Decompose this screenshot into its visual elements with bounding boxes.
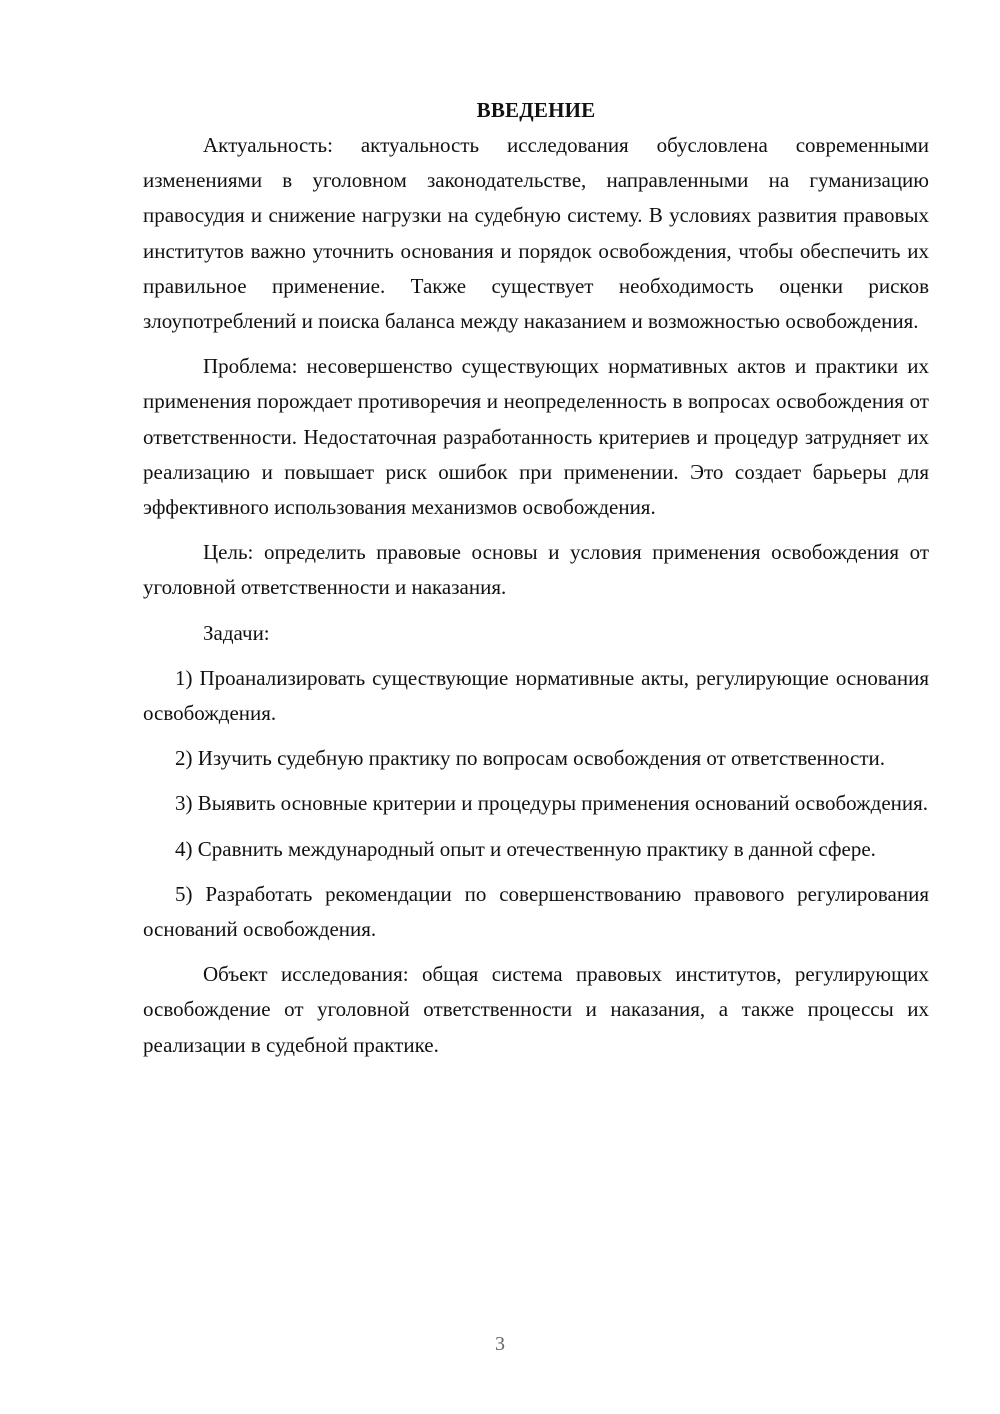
relevance-paragraph: Актуальность: актуальность исследования обусловлена современными изменениями в уголовном законодательстве, направленными на гуманизацию правосудия и снижение нагрузки на судебную систему. В условиях развития правовых институтов важно уточнить основания и порядок освобождения, чтобы обеспечить их правильное применение. Также существует необходимость оценки рисков злоупотреблений и поиска баланса между наказанием и возможностью освобождения. [143, 133, 929, 334]
list-item-task-2: 2) Изучить судебную практику по вопросам освобождения от ответственности. [175, 746, 886, 771]
page-number: 3 [495, 1333, 505, 1355]
list-item-task-4: 4) Сравнить международный опыт и отечественную практику в данной сфере. [175, 836, 876, 861]
list-item-task-3: 3) Выявить основные критерии и процедуры применения оснований освобождения. [175, 791, 929, 816]
list-item-task-5: 5) Разработать рекомендации по совершенствованию правового регулирования оснований освобождения. [143, 881, 929, 942]
document-page [143, 92, 929, 1063]
object-paragraph: Объект исследования: общая система правовых институтов, регулирующих освобождение от уголовной ответственности и наказания, а также процессы их реализации в судебной практике. [143, 962, 929, 1057]
tasks-label: Задачи: [203, 620, 270, 645]
section-heading: ВВЕДЕНИЕ [476, 98, 596, 122]
list-item-task-1: 1) Проанализировать существующие нормативные акты, регулирующие основания освобождения. [143, 665, 929, 726]
goal-paragraph: Цель: определить правовые основы и условия применения освобождения от уголовной ответственности и наказания. [143, 540, 929, 600]
problem-paragraph: Проблема: несовершенство существующих нормативных актов и практики их применения порождает противоречия и неопределенность в вопросах освобождения от ответственности. Недостаточная разработанность критериев и процедур затрудняет их реализацию и повышает риск ошибок при применении. Это создает барьеры для эффективного использования механизмов освобождения. [143, 354, 929, 520]
